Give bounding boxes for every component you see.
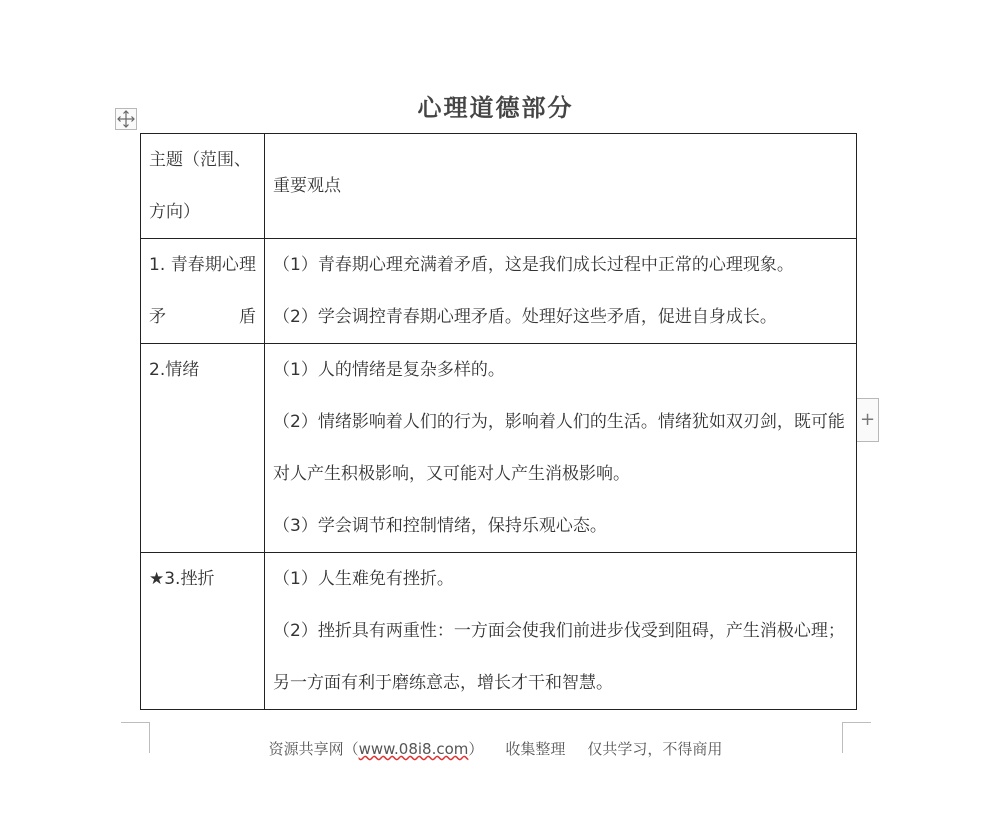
point-text: （2）挫折具有两重性：一方面会使我们前进步伐受到阻碍，产生消极心理；另一方面有利于磨练意志，增长才干和智慧。 [273, 621, 845, 693]
topic-label: ★3.挫折 [149, 569, 215, 589]
footer-suffix: ） [468, 740, 484, 758]
point-text: （1）人的情绪是复杂多样的。 [273, 360, 505, 380]
topic-label: 1. 青春期心理矛盾 [149, 255, 256, 327]
point-text: （2）学会调控青春期心理矛盾。处理好这些矛盾，促进自身成长。 [273, 307, 777, 327]
point-text: （1）青春期心理充满着矛盾，这是我们成长过程中正常的心理现象。 [273, 255, 794, 275]
header-points-cell[interactable] [265, 134, 857, 239]
topic-cell[interactable] [141, 344, 265, 553]
table-row [141, 344, 857, 553]
topic-label: 2.情绪 [149, 360, 200, 380]
table-move-handle[interactable] [115, 108, 137, 130]
topic-cell[interactable] [141, 239, 265, 344]
footer-collect-text: 收集整理 [505, 740, 566, 758]
point-text: （1）人生难免有挫折。 [273, 569, 454, 589]
content-table [140, 133, 857, 710]
header-points-label: 重要观点 [273, 176, 341, 196]
point-text: （2）情绪影响着人们的行为，影响着人们的生活。情绪犹如双刃剑，既可能对人产生积极影响，又可能对人产生消极影响。 [273, 412, 845, 484]
points-cell[interactable] [265, 553, 857, 710]
footer-notice-text: 仅共学习，不得商用 [587, 740, 723, 758]
add-row-button[interactable] [857, 398, 879, 442]
move-arrows-icon [116, 109, 136, 129]
header-topic-cell[interactable] [141, 134, 265, 239]
document-title: 心理道德部分 [417, 93, 574, 122]
table-row [141, 553, 857, 710]
points-cell[interactable] [265, 239, 857, 344]
point-text: （3）学会调节和控制情绪，保持乐观心态。 [273, 516, 607, 536]
footer-prefix: 资源共享网（ [268, 740, 359, 758]
header-topic-label: 主题（范围、方向） [149, 150, 251, 222]
points-cell[interactable] [265, 344, 857, 553]
page-footer [0, 738, 991, 759]
table-row [141, 239, 857, 344]
topic-cell[interactable] [141, 553, 265, 710]
footer-url-link[interactable]: www.08i8.com [358, 740, 469, 758]
plus-icon: + [859, 409, 876, 430]
table-header-row [141, 134, 857, 239]
